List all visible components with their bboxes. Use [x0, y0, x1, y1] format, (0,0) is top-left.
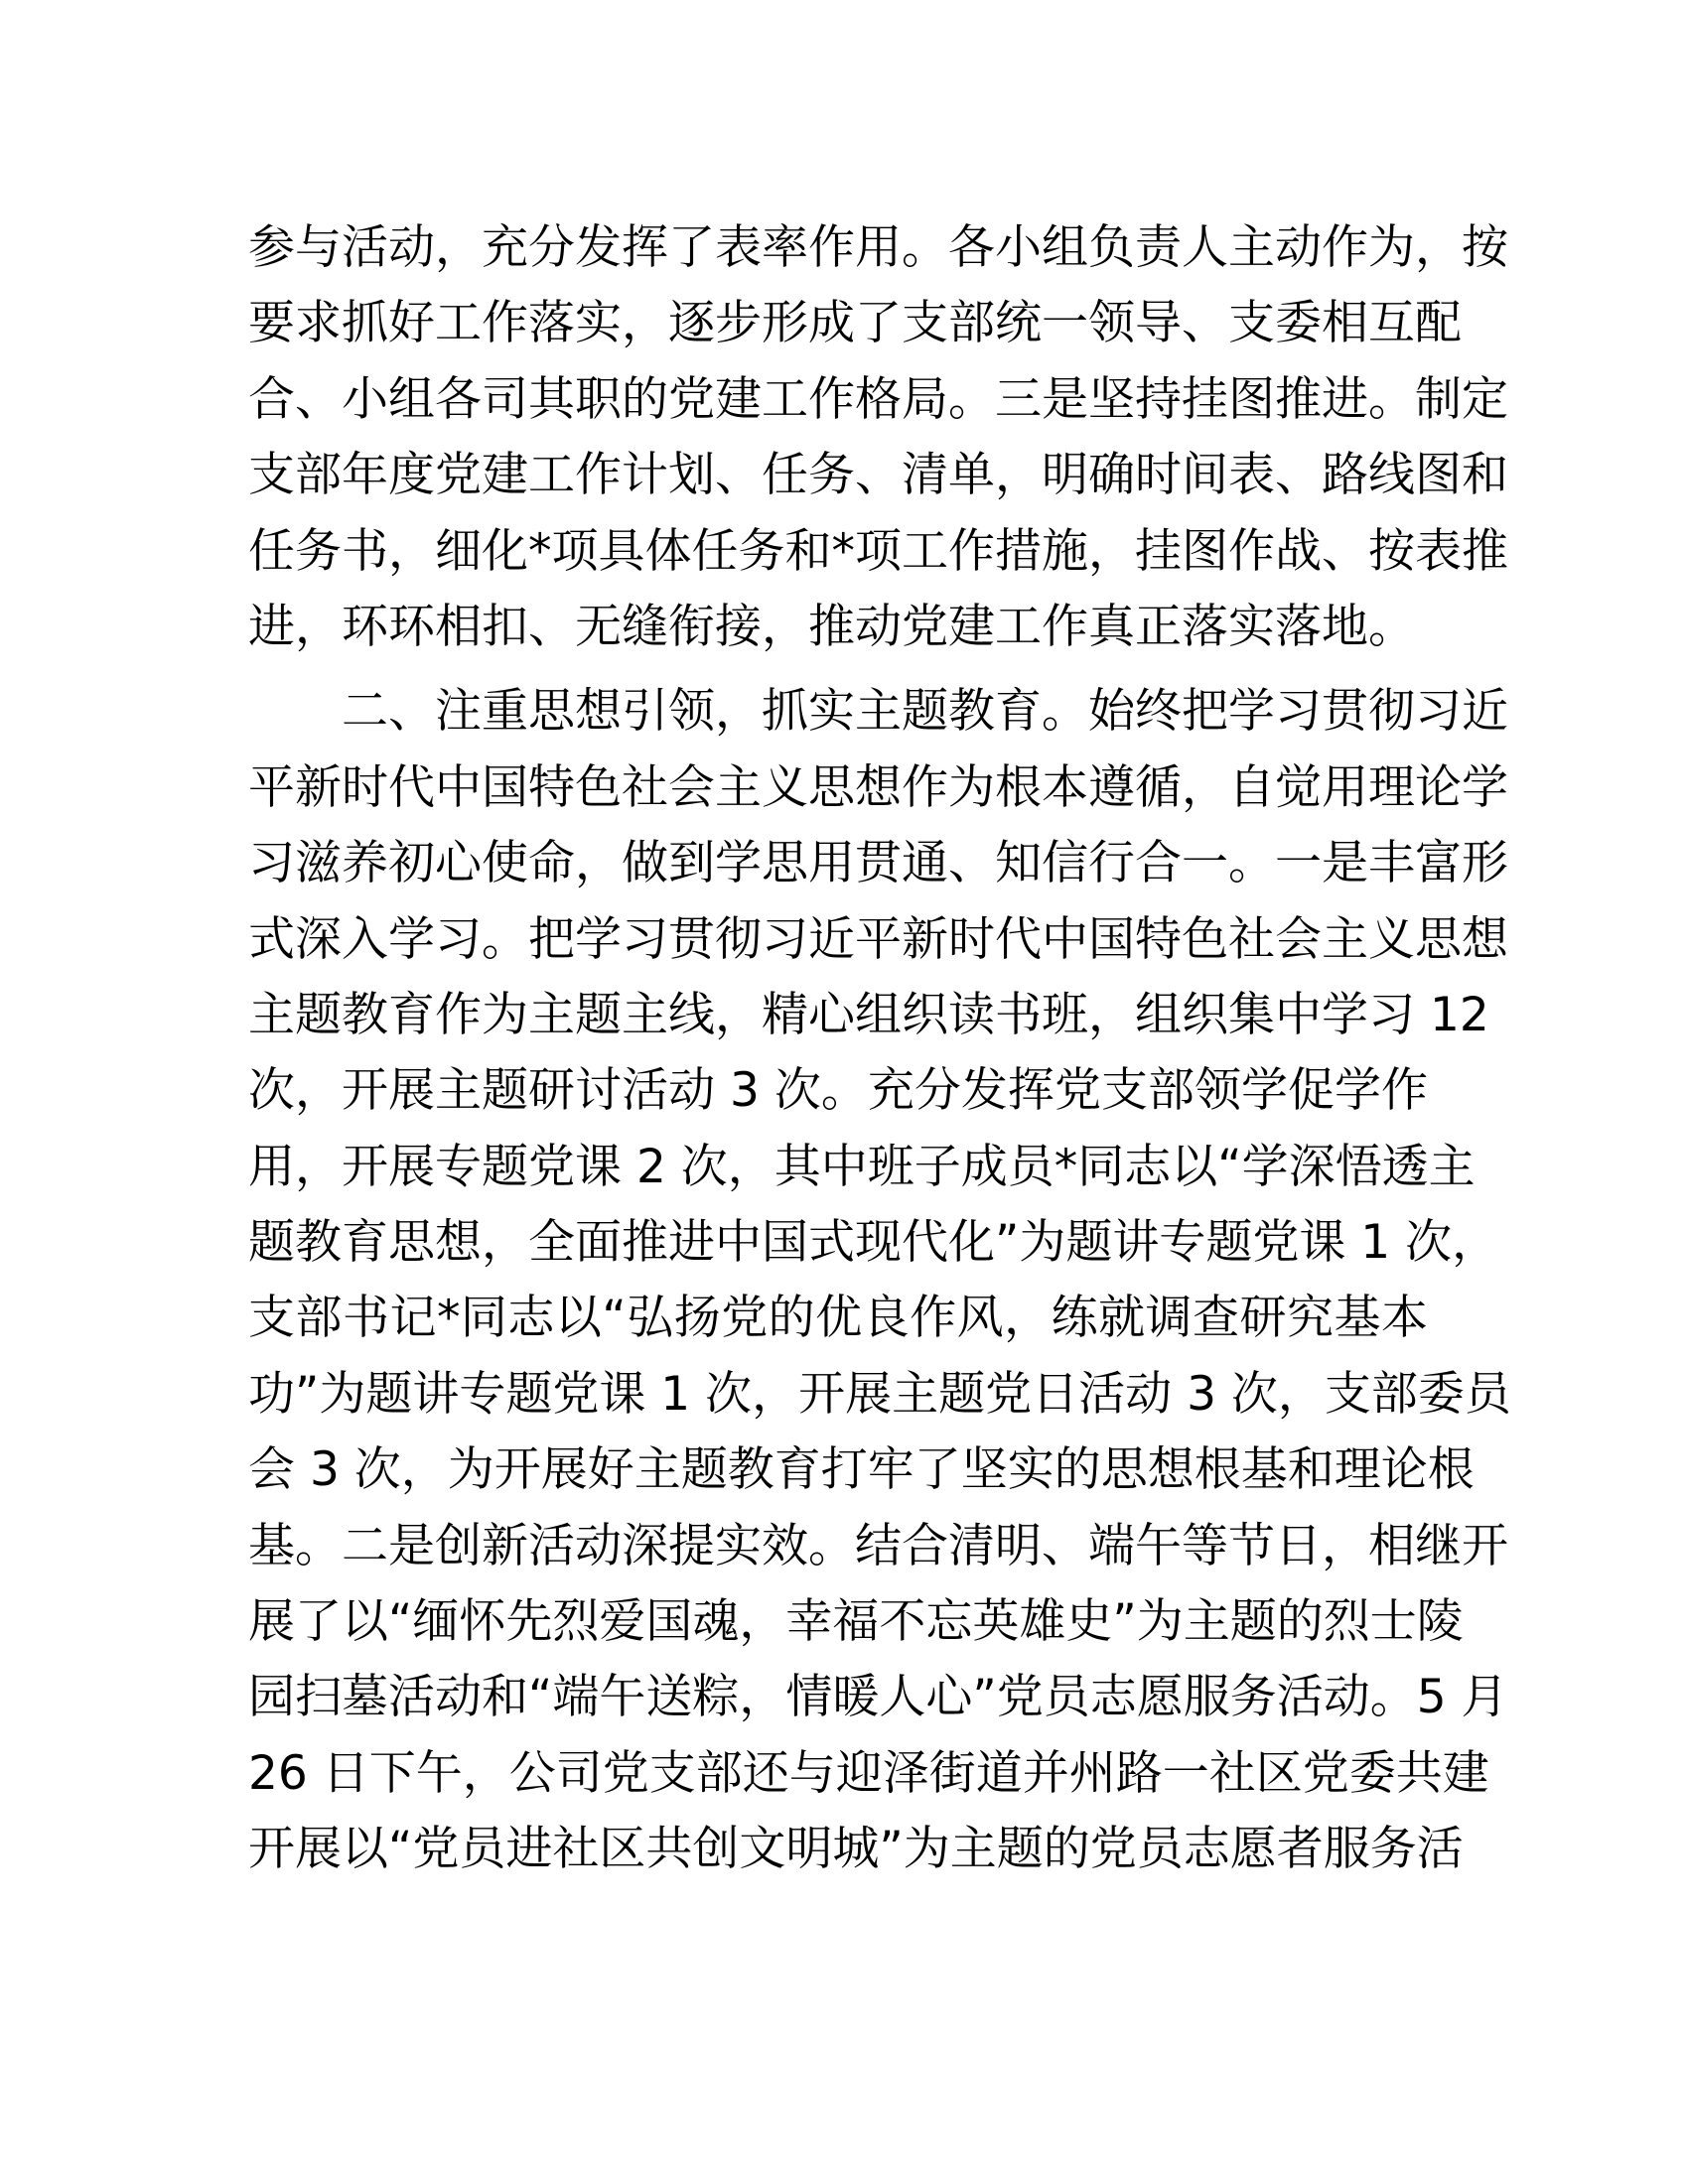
text-line: 式深入学习。把学习贯彻习近平新时代中国特色社会主义思想 — [248, 911, 1508, 967]
text-line: 基。二是创新活动深提实效。结合清明、端午等节日，相继开 — [248, 1518, 1508, 1573]
text-line: 功”为题讲专题党课 1 次，开展主题党日活动 3 次，支部委员 — [248, 1366, 1511, 1422]
text-line: 进，环环相扣、无缝衔接，推动党建工作真正落实落地。 — [248, 599, 1415, 654]
text-line: 26 日下午，公司党支部还与迎泽街道并州路一社区党委共建 — [248, 1745, 1489, 1801]
text-line: 支部年度党建工作计划、任务、清单，明确时间表、路线图和 — [248, 448, 1508, 503]
paragraph-2 — [248, 680, 1511, 1893]
text-line: 题教育思想，全面推进中国式现代化”为题讲专题党课 1 次， — [248, 1215, 1499, 1271]
text-line: 开展以“党员进社区共创文明城”为主题的党员志愿者服务活 — [248, 1822, 1464, 1877]
text-line: 平新时代中国特色社会主义思想作为根本遵循，自觉用理论学 — [248, 759, 1508, 815]
text-line: 支部书记*同志以“弘扬党的优良作风，练就调查研究基本 — [248, 1291, 1428, 1346]
text-line: 合、小组各司其职的党建工作格局。三是坚持挂图推进。制定 — [248, 371, 1508, 427]
text-line: 次，开展主题研讨活动 3 次。充分发挥党支部领学促学作 — [248, 1063, 1428, 1119]
paragraph-1 — [248, 216, 1508, 671]
text-line: 要求抓好工作落实，逐步形成了支部统一领导、支委相互配 — [248, 296, 1462, 351]
text-line: 二、注重思想引领，抓实主题教育。始终把学习贯彻习近 — [342, 684, 1508, 740]
text-line: 主题教育作为主题主线，精心组织读书班，组织集中学习 12 — [248, 987, 1489, 1042]
text-line: 用，开展专题党课 2 次，其中班子成员*同志以“学深悟透主 — [248, 1139, 1476, 1194]
text-line: 园扫墓活动和“端午送粽，情暖人心”党员志愿服务活动。5 月 — [248, 1670, 1508, 1725]
text-line: 参与活动，充分发挥了表率作用。各小组负责人主动作为，按 — [248, 220, 1508, 275]
document-page — [248, 216, 1511, 1894]
text-line: 展了以“缅怀先烈爱国魂，幸福不忘英雄史”为主题的烈士陵 — [248, 1594, 1464, 1650]
text-line: 习滋养初心使命，做到学思用贯通、知信行合一。一是丰富形 — [248, 836, 1508, 891]
text-line: 任务书，细化*项具体任务和*项工作措施，挂图作战、按表推 — [248, 523, 1508, 579]
text-line: 会 3 次，为开展好主题教育打牢了坚实的思想根基和理论根 — [248, 1442, 1475, 1498]
